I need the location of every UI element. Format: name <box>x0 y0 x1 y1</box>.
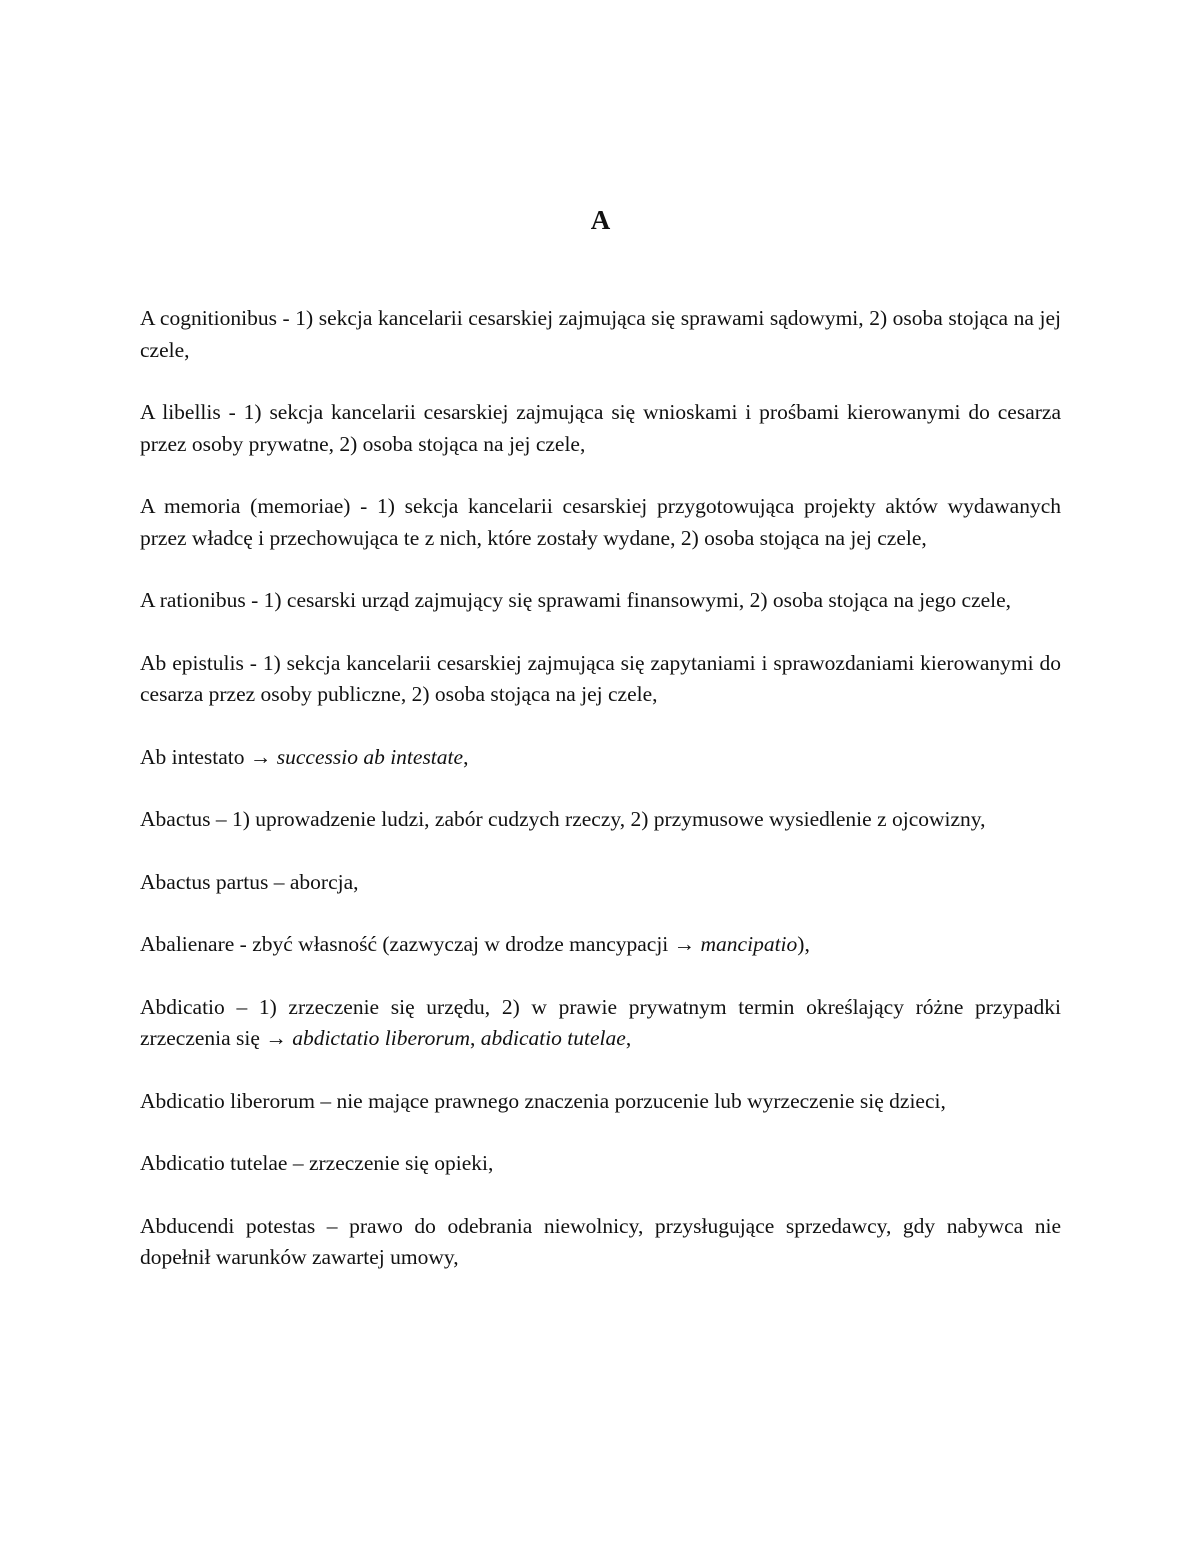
entry-text: Ab intestato → <box>140 744 277 769</box>
entry-text: Abactus – 1) uprowadzenie ludzi, zabór cudzych rzeczy, 2) przymusowe wysiedlenie z ojcowizny, <box>140 807 986 831</box>
entry-text: Ab epistulis - 1) sekcja kancelarii cesarskiej zajmująca się zapytaniami i sprawozdaniami kierowanymi do cesarza przez osoby publiczne, 2) osoba stojąca na jej czele, <box>140 650 1061 706</box>
cross-reference-term: abdicatio tutelae <box>480 1026 626 1050</box>
entry-text: Abdicatio – 1) zrzeczenie się urzędu, 2) w prawie prywatnym termin określający różne przypadki zrzeczenia się → <box>140 994 1061 1050</box>
glossary-entry <box>140 303 1061 366</box>
entry-text: , <box>463 744 469 769</box>
cross-reference-term: abdictatio liberorum <box>292 1026 470 1050</box>
entry-text: Abdicatio tutelae – zrzeczenie się opieki, <box>140 1151 494 1175</box>
entry-text: A libellis - 1) sekcja kancelarii cesarskiej zajmująca się wnioskami i prośbami kierowanymi do cesarza przez osoby prywatne, 2) osoba stojąca na jej czele, <box>140 400 1061 456</box>
glossary-entries <box>140 303 1061 1305</box>
glossary-entry <box>140 1086 1061 1118</box>
entry-text: Abalienare - zbyć własność (zazwyczaj w drodze mancypacji → <box>140 932 701 956</box>
entry-text: Abducendi potestas – prawo do odebrania niewolnicy, przysługujące sprzedawcy, gdy nabywca nie dopełnił warunków zawartej umowy, <box>140 1213 1061 1269</box>
glossary-entry <box>140 491 1061 554</box>
entry-text: Abdicatio liberorum – nie mające prawnego znaczenia porzucenie lub wyrzeczenie się dzieci, <box>140 1088 946 1113</box>
entry-text: A rationibus - 1) cesarski urząd zajmujący się sprawami finansowymi, 2) osoba stojąca na jego czele, <box>140 588 1012 612</box>
entry-text: Abactus partus – aborcja, <box>140 869 359 894</box>
glossary-entry <box>140 585 1061 617</box>
glossary-entry <box>140 804 1061 836</box>
entry-text: A cognitionibus - 1) sekcja kancelarii cesarskiej zajmująca się sprawami sądowymi, 2) osoba stojąca na jej czele, <box>140 306 1061 362</box>
cross-reference-term: successio ab intestate <box>276 744 464 769</box>
glossary-entry <box>140 1211 1061 1274</box>
glossary-entry <box>140 648 1061 711</box>
glossary-entry <box>140 397 1061 460</box>
glossary-entry <box>140 1148 1061 1180</box>
entry-text: A memoria (memoriae) - 1) sekcja kancelarii cesarskiej przygotowująca projekty aktów wydawanych przez władcę i przechowująca te z nich, które zostały wydane, 2) osoba stojąca na jej czele, <box>140 494 1061 550</box>
cross-reference-term: mancipatio <box>700 932 798 956</box>
glossary-entry <box>140 867 1061 899</box>
glossary-entry <box>140 742 1061 774</box>
entry-text: ), <box>797 932 810 956</box>
glossary-entry <box>140 929 1061 961</box>
section-heading: A <box>590 205 611 235</box>
glossary-entry <box>140 992 1061 1055</box>
entry-text: , <box>625 1026 632 1050</box>
entry-text: , <box>469 1026 481 1050</box>
